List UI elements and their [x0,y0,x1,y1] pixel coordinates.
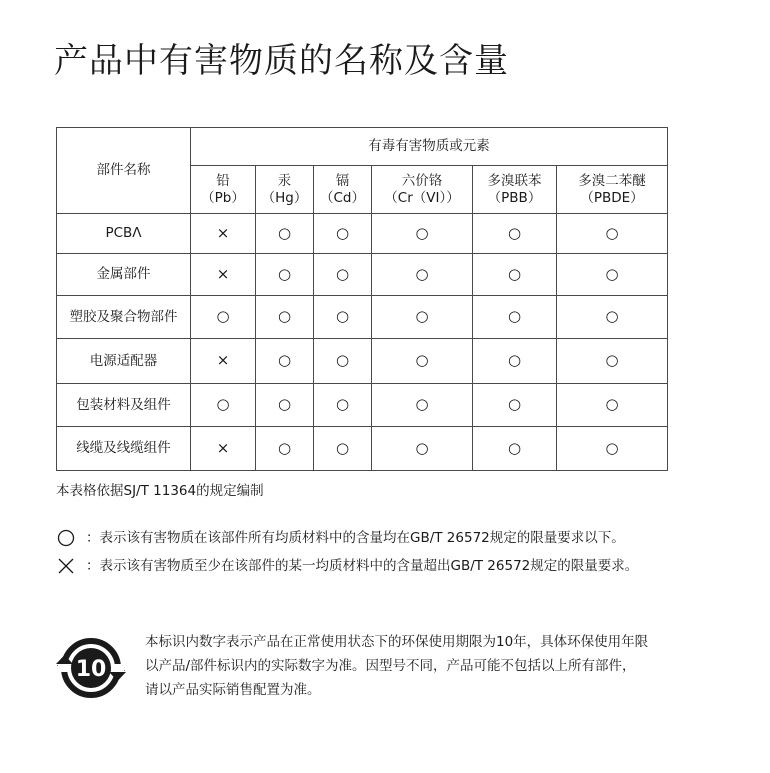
substance-symbol: （Cr（VI）） [384,189,460,206]
cross-mark: × [216,351,230,369]
mark-cell [557,296,668,339]
table-row [57,296,668,339]
substance-header [191,166,256,214]
legend-circle [56,529,625,547]
substance-name: 多溴二苯醚 [578,172,646,189]
mark-cell [314,384,372,427]
circle-mark: ○ [415,223,429,242]
part-name-cell: 塑胶及聚合物部件 [57,296,191,339]
circle-mark: ○ [277,351,292,369]
mark-cell [256,214,314,254]
table-row [57,427,668,471]
part-name-header: 部件名称 [57,128,191,214]
part-name-cell: 电源适配器 [57,339,191,384]
circle-mark: ○ [605,264,619,283]
standard-note: 本表格依据SJ/T 11364的规定编制 [56,483,264,499]
substance-name: 六价铬 [401,172,443,189]
mark-cell [557,214,668,254]
circle-mark: ○ [507,395,522,413]
substance-group-header: 有毒有害物质或元素 [191,128,668,166]
cross-mark: × [216,264,230,283]
circle-mark: ○ [335,395,350,413]
mark-cell [191,254,256,296]
mark-cell [314,339,372,384]
substance-name: 铅 [216,172,230,189]
mark-cell [191,427,256,471]
page-title: 产品中有害物质的名称及含量 [54,41,509,81]
circle-mark: ○ [605,223,619,242]
circle-mark: ○ [605,438,619,457]
table-row [57,254,668,296]
circle-mark: ○ [216,395,230,413]
circle-mark: ○ [335,223,350,242]
mark-cell [314,214,372,254]
mark-cell [473,427,557,471]
epup-line-1: 本标识内数字表示产品在正常使用状态下的环保使用期限为10年，具体环保使用年限 [145,634,649,650]
circle-mark: ○ [415,395,429,413]
part-name-cell: 包装材料及组件 [57,384,191,427]
circle-mark: ○ [507,223,522,242]
mark-cell [473,339,557,384]
circle-mark: ○ [335,351,350,369]
substance-header [256,166,314,214]
mark-cell [314,427,372,471]
mark-cell [557,384,668,427]
part-name-cell: 线缆及线缆组件 [57,427,191,471]
circle-mark: ○ [507,264,522,283]
mark-cell [557,254,668,296]
mark-cell [256,339,314,384]
mark-cell [473,254,557,296]
legend-cross [56,557,638,575]
mark-cell [372,339,473,384]
mark-cell [191,214,256,254]
mark-cell [473,296,557,339]
legend-circle-text: ：表示该有害物质在该部件所有均质材料中的含量均在GB/T 26572规定的限量要求以下。 [86,530,625,546]
circle-icon [56,529,78,547]
cross-mark: × [216,438,230,457]
mark-cell [372,214,473,254]
substance-symbol: （PBB） [487,189,542,206]
circle-mark: ○ [216,307,230,325]
part-name-cell: PCBΛ [57,214,191,254]
circle-mark: ○ [415,438,429,457]
mark-cell [256,384,314,427]
circle-mark: ○ [415,264,429,283]
circle-mark: ○ [335,264,350,283]
circle-mark: ○ [277,395,292,413]
substance-name: 多溴联苯 [487,172,542,189]
table-row [57,214,668,254]
mark-cell [314,254,372,296]
legend-cross-text: ：表示该有害物质至少在该部件的某一均质材料中的含量超出GB/T 26572规定的限量要求。 [86,558,639,574]
mark-cell [256,427,314,471]
substance-header [557,166,668,214]
substance-symbol: （Pb） [201,189,245,206]
circle-mark: ○ [335,307,350,325]
circle-mark: ○ [605,395,619,413]
substance-header [314,166,372,214]
mark-cell [372,384,473,427]
epup-description [145,630,705,702]
mark-cell [473,214,557,254]
substance-symbol: （Cd） [320,189,365,206]
mark-cell [256,296,314,339]
substance-header [473,166,557,214]
circle-mark: ○ [415,307,429,325]
circle-mark: ○ [507,438,522,457]
mark-cell [191,384,256,427]
mark-cell [372,427,473,471]
circle-mark: ○ [605,307,619,325]
circle-mark: ○ [277,264,292,283]
epup-logo-number: 10 [75,657,107,682]
circle-mark: ○ [277,438,292,457]
mark-cell [557,427,668,471]
cross-icon [56,557,78,575]
mark-cell [372,296,473,339]
epup-logo-icon [54,633,128,703]
mark-cell [191,339,256,384]
epup-line-3: 请以产品实际销售配置为准。 [145,682,321,698]
table-row [57,384,668,427]
circle-mark: ○ [507,351,522,369]
circle-mark: ○ [507,307,522,325]
substance-symbol: （Hg） [261,189,308,206]
substance-name: 汞 [277,172,292,189]
mark-cell [473,384,557,427]
mark-cell [256,254,314,296]
mark-cell [372,254,473,296]
circle-mark: ○ [277,223,292,242]
substance-name: 镉 [335,172,350,189]
circle-mark: ○ [605,351,619,369]
mark-cell [191,296,256,339]
part-name-cell: 金属部件 [57,254,191,296]
epup-line-2: 以产品/部件标识内的实际数字为准。因型号不同，产品可能不包括以上所有部件， [145,658,636,674]
substance-symbol: （PBDE） [580,189,644,206]
hazardous-substance-table [56,127,668,471]
substance-header [372,166,473,214]
circle-mark: ○ [335,438,350,457]
mark-cell [314,296,372,339]
circle-mark: ○ [277,307,292,325]
table-row [57,339,668,384]
cross-mark: × [216,223,230,242]
circle-mark: ○ [415,351,429,369]
mark-cell [557,339,668,384]
